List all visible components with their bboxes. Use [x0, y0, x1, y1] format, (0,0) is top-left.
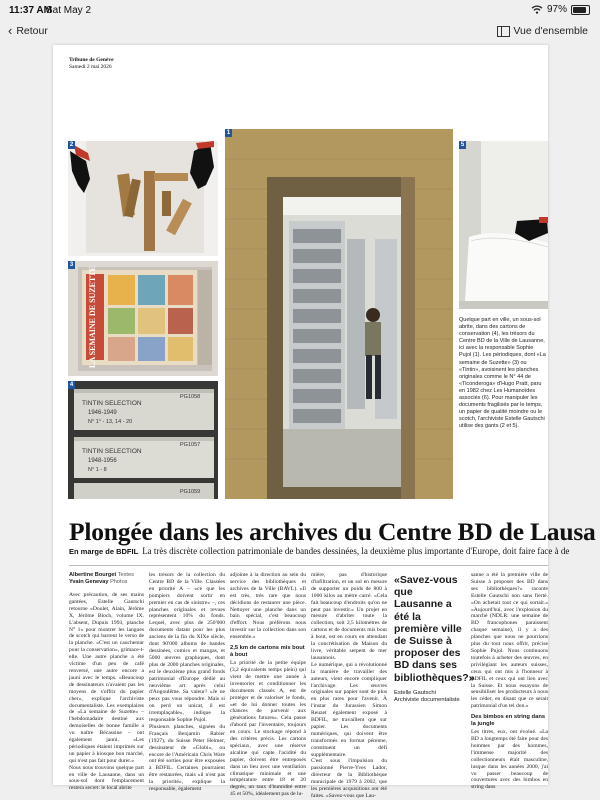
pull-quote-attribution — [394, 690, 464, 704]
box-bottom-years: 1948-1956 — [88, 458, 117, 464]
column-3b-text: La priorité de la petite équipe (3,2 équivalents temps plein) qui vient de mettre une année à inventorier et conditionner les documents classés A, est de protéger et de valoriser le fonds, «et de lui donner toutes les chances de parvenir aux générations futures». Cela passe d'abord par l'inventaire, toujours en cours. Le stockage répond à des critères précis. Les cartons spéciaux, avec une réserve alcaline qui capte l'acidité du papier, doivent être entreposés dans un lieu avec une ventilation climatique minimale et une température entre 18 et 20 degrés, un taux d'humidité entre 45 et 50%, idéalement pas de lu- — [230, 660, 306, 798]
masthead — [69, 57, 114, 71]
quote-role: Archiviste documentaliste — [394, 696, 460, 703]
subheading-2: Des bimbos en string dans la jungle — [471, 714, 546, 728]
column-1-text: Avec précaution, de ses mains gantées, Estelle Gautschi retourne «Doulet, Alain, Jérôme X, Jérôme Bloch, volume IX. L'absent, Dupuis 1993, planche N° 1» pour montrer les langues de scotch qui barrent le verso de la planche. «C'est un cauchemar pour la conservation», grimace-t-elle. Une autre planche a été victime d'un peu de café renversé, une autre encore a jauni avec le temps. «Beaucoup de dessinateurs n'avaient pas les moyens de s'offrir du papier cher», explique l'archiviste documentaliste. Les exemplaires de «La semaine de Suzette» – l'hebdomadaire destiné aux demoiselles de bonne famille a vu naître Bécassine – ont également jauni. «Les périodiques étaient imprimés sur un papier à kiosque bon marché, qui n'est pas fait pour durer.» — [69, 592, 144, 764]
box-top-numbers: N° 1° - 13, 14 - 20 — [88, 419, 133, 425]
article-byline — [69, 572, 144, 586]
newspaper-page[interactable] — [53, 45, 596, 799]
wifi-icon — [531, 5, 543, 14]
box-top-label: TINTIN SELECTION — [82, 400, 142, 407]
column-2-text: les trésors de la collection du Centre BD de la Ville. Classées en priorité A – «ce que les pompiers doivent sortir en premier en cas de sinistre» –, ces planches originales et revues représentent 10% du fonds. Lequel, avec plus de 250'000 documents datant pour les plus anciens de la fin du XIXe siècle, dont 90'000 albums de bandes dessinées, comics et mangas, et 5000 œuvres graphiques, dont plus de 2000 planches originales, est le deuxième plus grand fonds patrimonial d'Europe dédié au neuvième art après celui d'Angoulême. Sa valeur? «Je ne peux pas vous répondre. Mais si on perd un unicat, il est irremplaçable», indique la responsable Sophie Pujol. — [149, 572, 225, 724]
column-1b-text: Nous nous trouvons quelque part en ville de Lausanne, dans un sous-sol dont l'emplacement restera secret: le local abrite — [69, 764, 144, 792]
reader-nav-bar — [0, 22, 600, 44]
subheading-1: 2,5 km de cartons mis bout à bout — [230, 645, 305, 659]
column-2b-text: Plusieurs planches, signées du Français Benjamin Rabier (1927), du Suisse Peter Heimer, dessinateur de «Globi», ou encore de l'Américain Chris Ware ont été sorties pour être exposées à BDFIL. Certaines pourraient être restaurées, mais «il n'est pas la priorité», explique la responsable, également — [149, 723, 225, 793]
box-base-code: PG1059 — [180, 489, 201, 495]
photo-gloved-hand-paper — [459, 141, 548, 309]
back-button[interactable] — [8, 25, 48, 37]
byline-author-2: Yvain Genevay — [69, 579, 109, 585]
photo-archive-room — [225, 129, 453, 499]
article-kicker: En marge de BDFIL — [69, 547, 139, 556]
article-standfirst — [69, 546, 569, 556]
overview-label: Vue d'ensemble — [513, 25, 588, 37]
column-3-text: adjointe à la direction au sein du service des bibliothèques et archives de la Ville (BAVL). «Il est très, très rare que nous décidions de restaurer une pièce. Nettoyer une planche dans un bain spécial, c'est beaucoup d'effort. Nous préférons nous investir sur la collection dans son ensemble.» — [230, 572, 306, 641]
column-4c-text: C'est sous l'impulsion du passionné Pierre-Yves Lador, directeur de la Bibliothèque municipale de 1979 à 2002, que les premières acquisitions ont été faites. «Savez-vous que Lau- — [311, 758, 387, 799]
overview-button[interactable] — [497, 25, 588, 37]
standfirst-text: La très discrète collection patrimoniale de bandes dessinées, la deuxième plus importante d'Europe, doit faire face à de — [142, 546, 570, 556]
box-bottom-numbers: N° 1 - 8 — [88, 467, 107, 473]
photo-number-4: 4 — [69, 382, 74, 388]
column-6-text: sanne a été la première ville de Suisse à proposer des BD dans ses bibliothèques?» raconte Estelle Gautschi non sans fierté. «On achetait tout ce qui sortait.» «Aujourd'hui, avec l'explosion du marché (NDLR: une semaine de BD francophones paraissent chaque semaine), il y a des planches que nous ne pourrions plus du tout nous offrir, précise Sophie Pujol. Nous continuons toutefois à acheter des œuvres, en privilégiant les auteurs suisses, ceux qui ont mis à l'honneur à BDFIL et ceux qui ont lien avec la Suisse. Et nous essayons de sensibiliser les producteurs à nous les céder, en disant que ce serait patrimonial d'un tel don.» — [471, 572, 548, 710]
photo-number-5: 5 — [460, 142, 465, 148]
byline-role-1: Textes — [117, 572, 134, 578]
column-4-text: mière, pas d'historique d'infiltration, et un sol en mesure de supporter un poids de 800 à 1000 kilos au mètre carré. «Cela fait beaucoup d'endroits qu'on ne peut pas investir.» Un projet en mesure d'abriter toute la collection, soit 2,5 kilomètres de cartons et de documents mis bout à bout, est en cours en attendant la concrétisation de Maison du livre, véritable serpent de mer lausannois. — [311, 572, 387, 661]
photo-semaine-de-suzette — [68, 261, 218, 376]
photo-gloved-hands-documents — [68, 141, 218, 256]
photo-number-2: 2 — [69, 142, 74, 148]
issue-date: Samedi 2 mai 2026 — [69, 64, 112, 70]
newspaper-name: Tribune de Genève — [69, 57, 114, 63]
pull-quote: «Savez-vous que Lausanne a été la première ville de Suisse à proposer des BD dans ses bibliothèques?» — [394, 574, 475, 684]
column-6b-text: Les titres, eux, ont évolué. «La BD a longtemps été faite pour des hommes par des hommes, l'immense majorité des collectionneurs était masculine, lusque dans les années 2000, j'ai vu passer beaucoup de couvertures avec des bimbos en string dans — [471, 729, 548, 791]
byline-role-2: Photos — [110, 579, 128, 585]
box-bottom-code: PG1057 — [180, 442, 201, 448]
article-headline: Plongée dans les archives du Centre BD de Lausa — [69, 517, 596, 546]
box-top-code: PG1058 — [180, 394, 201, 400]
comic-title-text: LA SEMAINE DE SUZETTE — [88, 265, 97, 369]
pull-quote-column — [394, 572, 475, 704]
photo-number-3: 3 — [69, 262, 74, 268]
photo-number-1: 1 — [226, 130, 231, 136]
divider — [69, 565, 548, 566]
article-column-2 — [149, 572, 225, 793]
chevron-left-icon: ‹ — [8, 23, 13, 38]
back-label: Retour — [16, 25, 48, 37]
byline-author-1: Albertine Bourget — [69, 572, 117, 578]
article-column-1 — [69, 572, 144, 792]
article-column-3 — [230, 572, 306, 798]
box-top-years: 1946-1949 — [88, 410, 117, 416]
photo-caption: Quelque part en ville, un sous-sol abrite, dans des cartons de conservation (4), les trésors du Centre BD de la Ville de Lausanne, ici avec la responsable Sophie Pujol (1). Les périodiques, dont «La semaine de Suzette» (3) ou «Tintin», avoisinent les planches originales comme le N° 44 de «Ticonderoga» d'Hugo Pratt, paru en 1982 chez Les Humanoïdes associés (6). Pour manipuler les documents fragilisés par le temps, un papier de qualité moindre ou le scotch, l'archiviste Estelle Gautschi utilise des gants (2 et 5). — [459, 317, 546, 430]
quote-author: Estelle Gautschi — [394, 689, 436, 696]
status-bar — [0, 0, 600, 22]
overview-icon — [497, 26, 510, 37]
article-column-6 — [471, 572, 548, 791]
article-column-4 — [311, 572, 387, 800]
status-right — [531, 4, 590, 15]
status-time: 11:37 AM — [9, 5, 52, 16]
battery-icon — [571, 5, 590, 15]
status-date: Sat May 2 — [46, 5, 92, 16]
battery-percent: 97% — [546, 4, 567, 15]
column-4b-text: Le numérique, qui a révolutionné la manière de travailler des auteurs, vient encore compliquer l'archivage. Les œuvres originales sur papier sont de plus en plus rares pour l'avenir. À l'instar du Jurassien Simon Reuzet également exposé à BDFIL, ne travaillent que sur papier. Les documents numériques, qui doivent être transformés en format pérenne, constituent un défi supplémentaire. — [311, 661, 387, 758]
box-bottom-label: TINTIN SELECTION — [82, 448, 142, 455]
photo-archive-boxes — [68, 381, 218, 499]
